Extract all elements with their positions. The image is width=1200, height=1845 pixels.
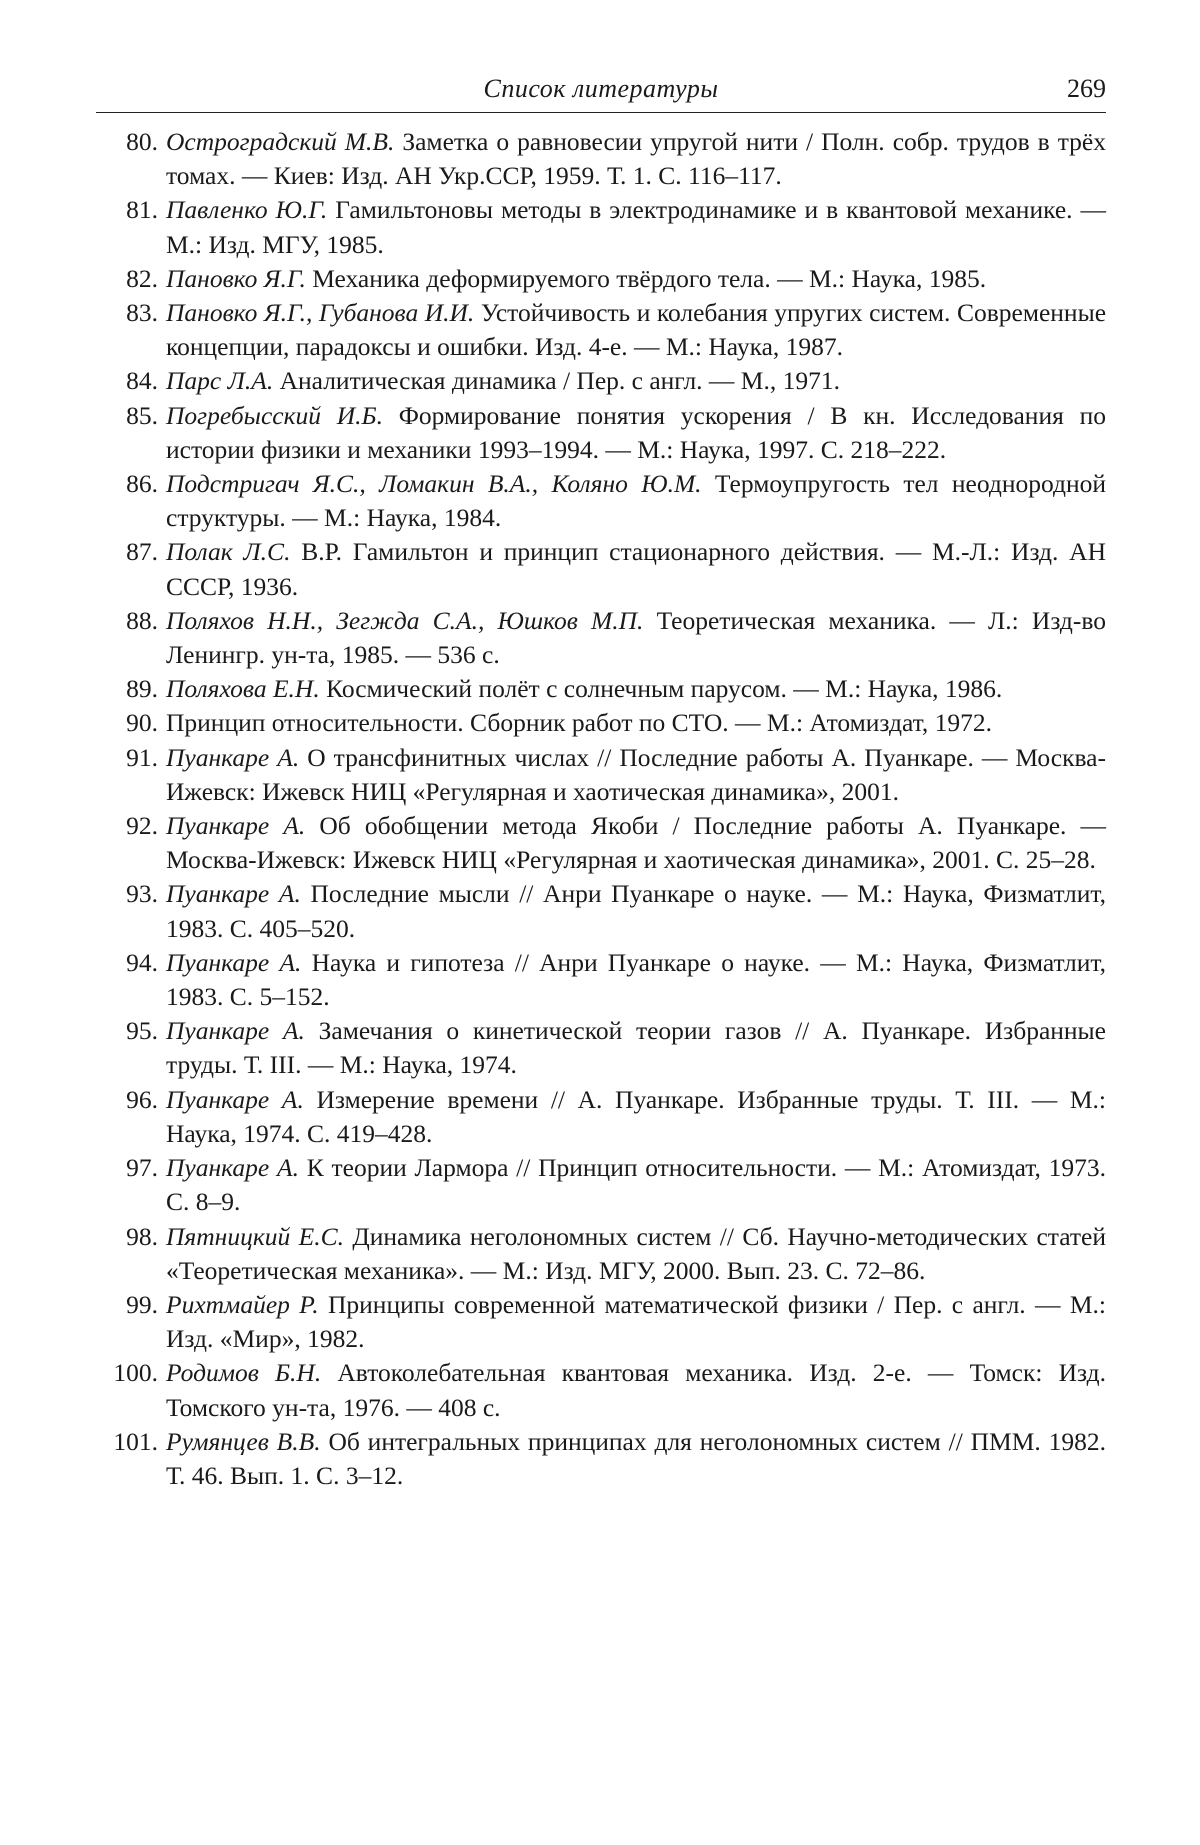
reference-text: Об интегральных принципах для неголономных систем // ПММ. 1982. Т. 46. Вып. 1. С. 3–12. [166,1426,1106,1490]
reference-author: Павленко Ю.Г. [166,195,328,225]
reference-number: 92. [126,811,158,841]
reference-item [96,467,1106,535]
reference-author: Пятницкий Е.С. [166,1221,344,1251]
reference-author: Пуанкаре А. [166,742,300,772]
reference-author: Пуанкаре А. [166,947,302,977]
reference-text: Измерение времени // А. Пуанкаре. Избранные труды. Т. III. — М.: Наука, 1974. С. 419–428. [166,1084,1106,1148]
reference-author: Подстригач Я.С., Ломакин В.А., Коляно Ю.М. [166,469,702,499]
reference-text: Последние мысли // Анри Пуанкаре о науке. — М.: Наука, Физматлит, 1983. С. 405–520. [166,879,1106,943]
reference-text: В.Р. Гамильтон и принцип стационарного действия. — М.-Л.: Изд. АН СССР, 1936. [166,537,1107,601]
reference-author: Рихтмайер Р. [166,1289,319,1319]
reference-text: Принципы современной математической физики / Пер. с англ. — М.: Изд. «Мир», 1982. [166,1289,1106,1354]
reference-number: 101. [113,1426,158,1456]
reference-author: Погребысский И.Б. [166,400,383,430]
reference-item [96,1014,1106,1082]
reference-number: 83. [126,298,158,328]
section-title: Список литературы [483,74,719,103]
reference-author: Поляхов Н.Н., Зегжда С.А., Юшков М.П. [166,605,644,635]
reference-text: Термоупругость тел неоднородной структуры. — М.: Наука, 1984. [166,469,1107,533]
reference-author: Румянцев В.В. [166,1426,321,1456]
reference-author: Пуанкаре А. [166,1084,304,1114]
reference-author: Пановко Я.Г., Губанова И.И. [166,298,475,328]
reference-item [96,1288,1106,1356]
reference-text: Гамильтоновы методы в электродинамике и в квантовой механике. — М.: Изд. МГУ, 1985. [166,195,1107,259]
reference-text: О трансфинитных числах // Последние работы А. Пуанкаре. — Москва-Ижевск: Ижевск НИЦ «Регулярная и хаотическая динамика», 2001. [166,742,1106,806]
reference-text: Наука и гипотеза // Анри Пуанкаре о науке. — М.: Наука, Физматлит, 1983. С. 5–152. [166,947,1107,1012]
reference-text: Заметка о равновесии упругой нити / Полн. собр. трудов в трёх томах. — Киев: Изд. АН Укр.ССР, 1959. Т. 1. С. 116–117. [166,127,1106,191]
reference-author: Пуанкаре А. [166,879,301,909]
reference-item [96,1220,1106,1288]
reference-item [96,193,1106,261]
reference-number: 82. [126,263,158,293]
reference-item [96,399,1106,467]
reference-author: Парс Л.А. [166,366,274,396]
reference-text: Принцип относительности. Сборник работ по СТО. — М.: Атомиздат, 1972. [166,708,993,738]
reference-item [96,364,1106,398]
reference-author: Поляхова Е.Н. [166,674,320,704]
reference-text: Космический полёт с солнечным парусом. — М.: Наука, 1986. [326,674,1003,704]
reference-text: Теоретическая механика. — Л.: Изд-во Ленингр. ун-та, 1985. — 536 с. [166,605,1107,670]
page-number: 269 [1067,74,1106,103]
reference-item [96,877,1106,945]
reference-text: Аналитическая динамика / Пер. с англ. — М., 1971. [279,366,840,396]
reference-number: 84. [126,366,158,396]
reference-number: 99. [126,1289,158,1319]
reference-number: 89. [126,674,158,704]
reference-item [96,672,1106,706]
reference-number: 87. [126,537,158,567]
reference-number: 93. [126,879,158,909]
running-head [96,72,1106,113]
reference-number: 100. [113,1358,158,1388]
reference-item [96,1356,1106,1424]
reference-author: Пуанкаре А. [166,1153,299,1183]
reference-author: Пуанкаре А. [166,1016,305,1046]
reference-number: 81. [126,195,158,225]
reference-text: Об обобщении метода Якоби / Последние работы А. Пуанкаре. — Москва-Ижевск: Ижевск НИЦ «Регулярная и хаотическая динамика», 2001. С. 25–28. [166,811,1107,875]
reference-number: 86. [126,469,158,499]
reference-item [96,1151,1106,1219]
reference-item [96,1425,1106,1493]
reference-item [96,604,1106,672]
reference-item [96,296,1106,364]
reference-number: 96. [126,1084,158,1114]
reference-list [96,125,1106,1493]
reference-number: 90. [126,708,158,738]
book-page [96,72,1106,1493]
reference-text: Механика деформируемого твёрдого тела. — М.: Наука, 1985. [312,263,987,293]
reference-text: Устойчивость и колебания упругих систем. Современные концепции, парадоксы и ошибки. Изд. 4-е. — М.: Наука, 1987. [166,298,1107,362]
reference-author: Пановко Я.Г. [166,263,306,293]
reference-text: Автоколебательная квантовая механика. Изд. 2-е. — Томск: Изд. Томского ун-та, 1976. — 408 с. [166,1358,1106,1422]
reference-number: 91. [126,742,158,772]
reference-text: Динамика неголономных систем // Сб. Научно-методических статей «Теоретическая механика». — М.: Изд. МГУ, 2000. Вып. 23. С. 72–86. [166,1221,1106,1285]
reference-item [96,946,1106,1014]
reference-item [96,706,1106,740]
reference-number: 88. [126,605,158,635]
reference-author: Родимов Б.Н. [166,1358,322,1388]
reference-text: Замечания о кинетической теории газов // А. Пуанкаре. Избранные труды. Т. III. — М.: Наука, 1974. [166,1016,1107,1080]
reference-number: 85. [126,400,158,430]
reference-number: 95. [126,1016,158,1046]
reference-text: К теории Лармора // Принцип относительности. — М.: Атомиздат, 1973. С. 8–9. [166,1153,1106,1217]
reference-item [96,535,1106,603]
reference-item [96,1083,1106,1151]
reference-number: 97. [126,1153,158,1183]
reference-author: Остроградский М.В. [166,127,395,156]
reference-author: Пуанкаре А. [166,811,306,841]
reference-number: 98. [126,1221,158,1251]
reference-number: 94. [126,947,158,977]
reference-number: 80. [126,127,158,156]
reference-item [96,125,1106,193]
reference-text: Формирование понятия ускорения / В кн. Исследования по истории физики и механики 1993–1994. — М.: Наука, 1997. С. 218–222. [166,400,1106,464]
reference-author: Полак Л.С. [166,537,291,567]
reference-item [96,809,1106,877]
reference-item [96,741,1106,809]
reference-item [96,262,1106,296]
